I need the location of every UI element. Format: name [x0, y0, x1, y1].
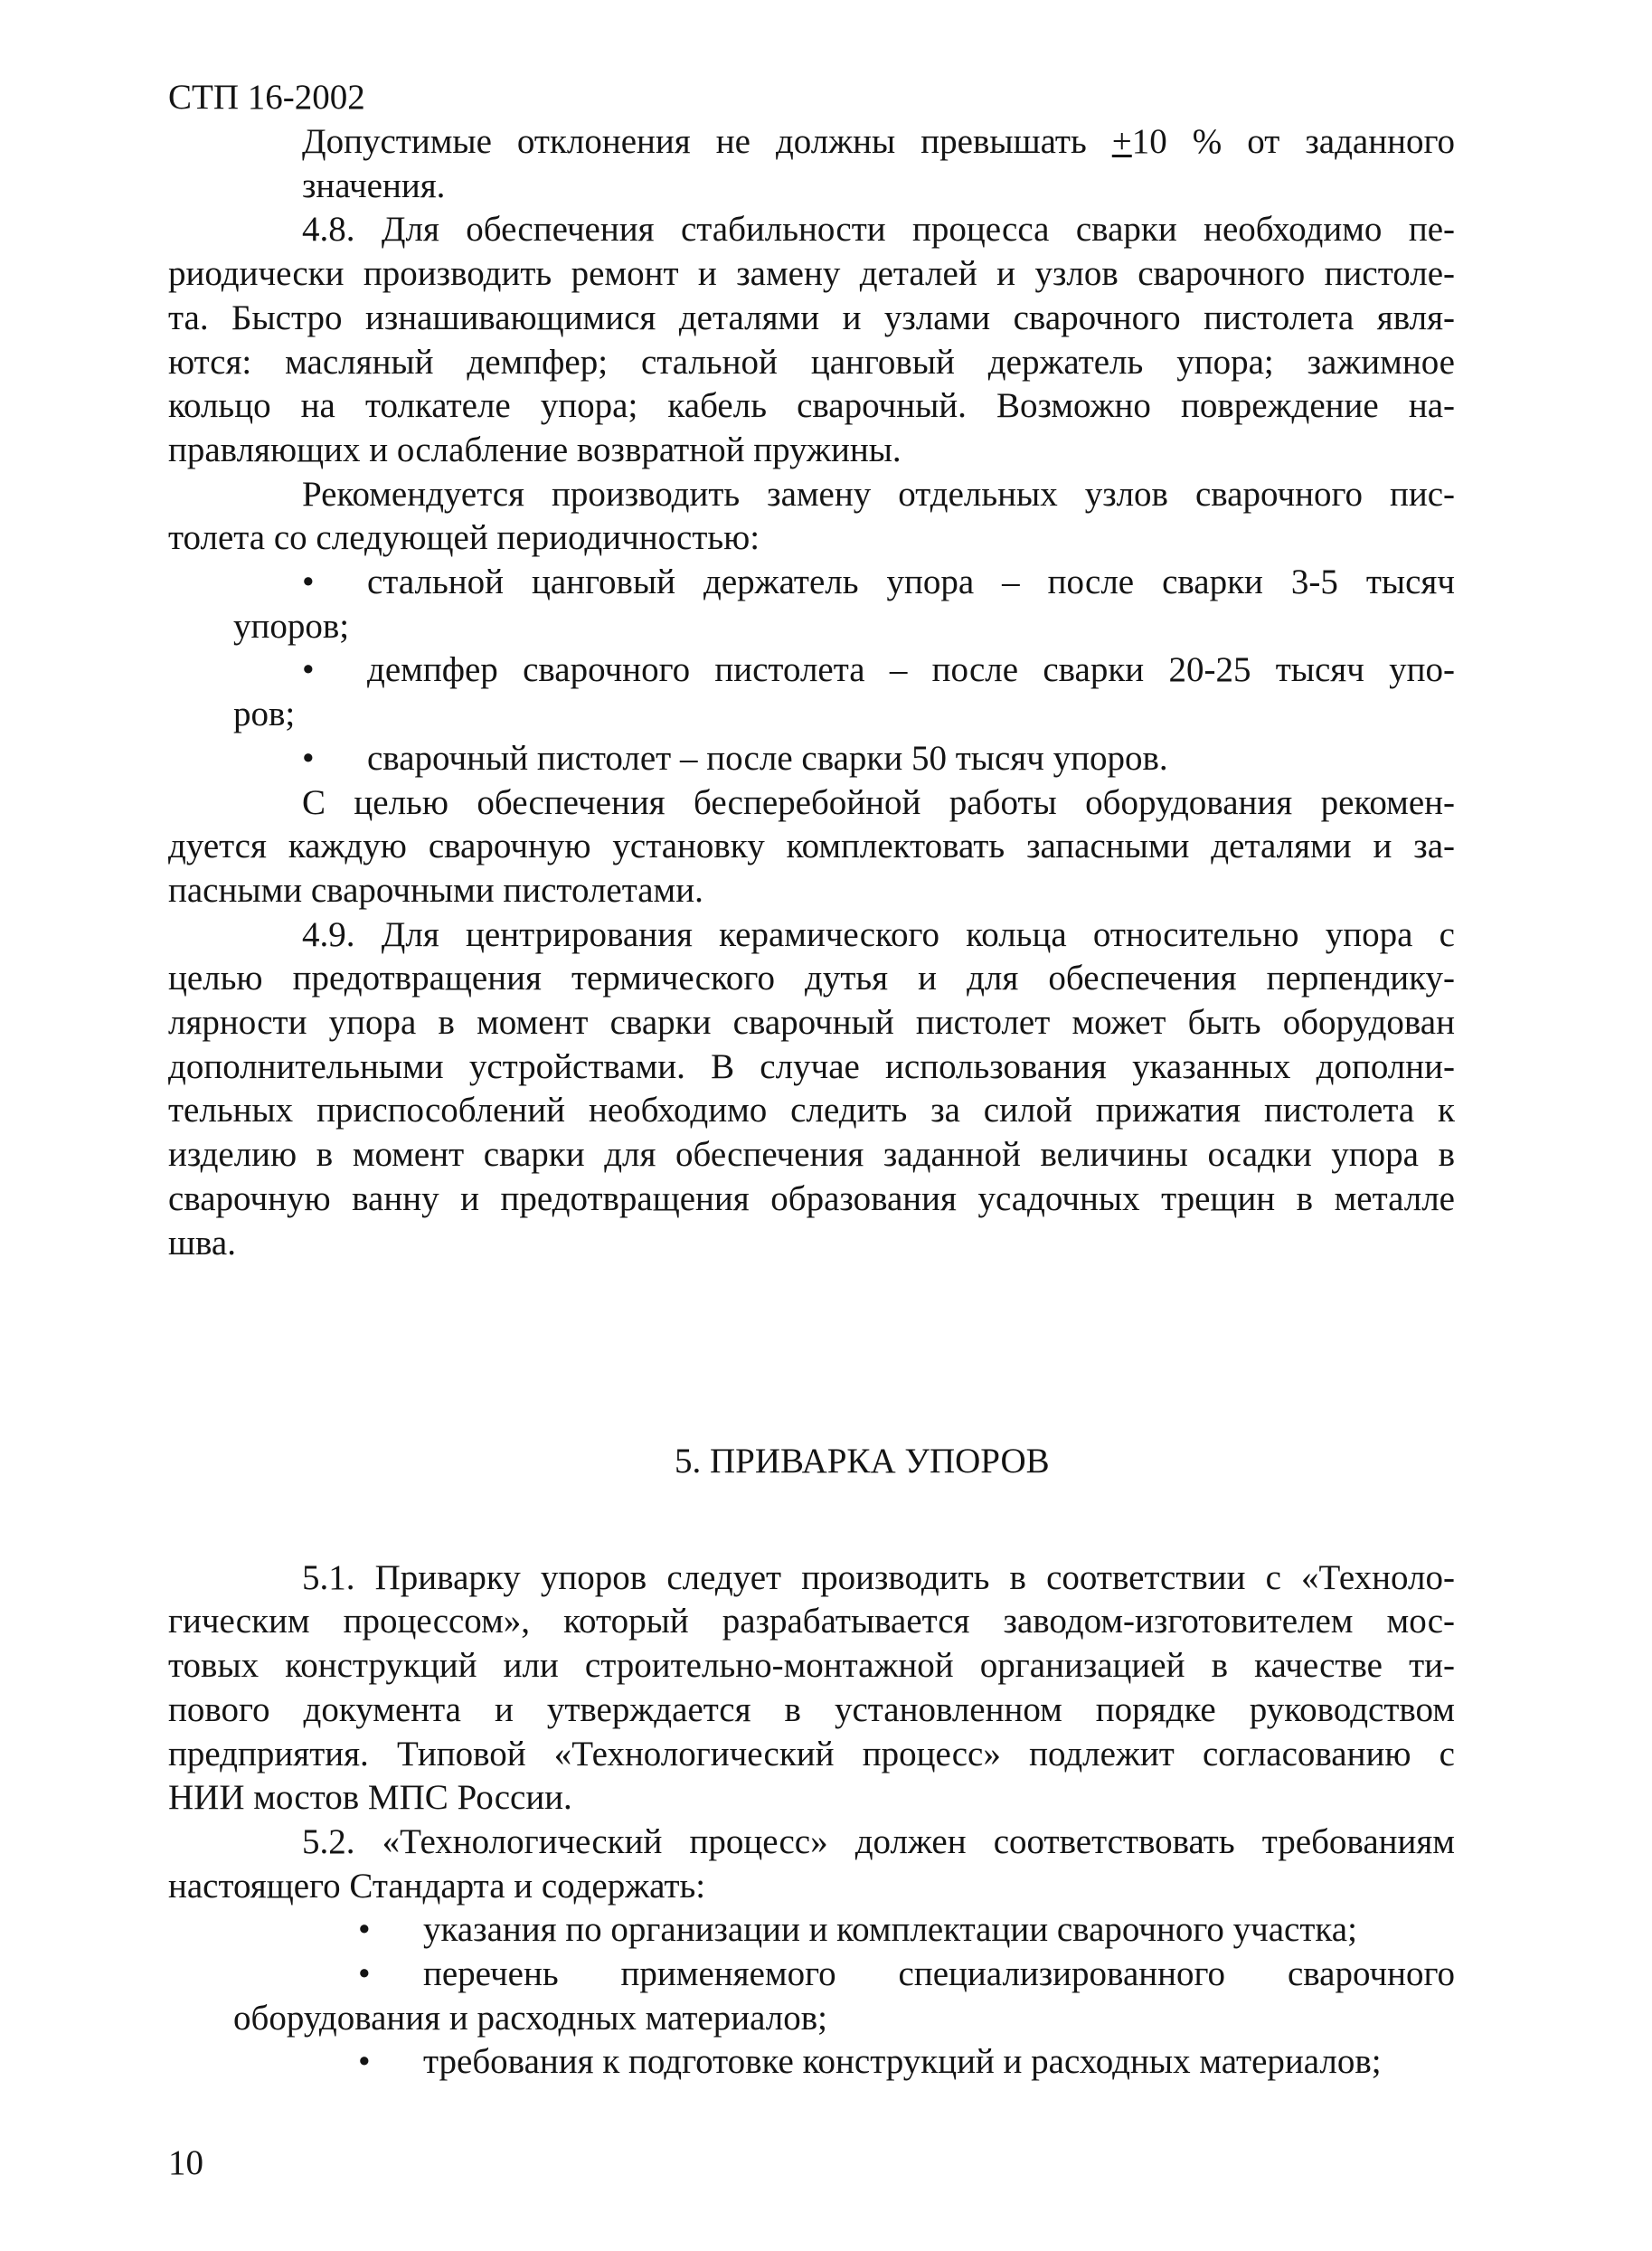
paragraph-line: дополнительными устройствами. В случае использования указанных дополни-: [168, 1046, 1455, 1086]
tolerance-text: Допустимые отклонения не должны превышать: [302, 122, 1112, 161]
list-item-continuation: упоров;: [233, 606, 350, 646]
paragraph-line: изделию в момент сварки для обеспечения заданной величины осадки упора в: [168, 1135, 1455, 1175]
list-item: [168, 2040, 1455, 2085]
paragraph-4-9: [168, 913, 1455, 1266]
paragraph-line: шва.: [168, 1223, 236, 1263]
paragraph-line: риодически производить ремонт и замену деталей и узлов сварочного пистоле-: [168, 254, 1455, 294]
paragraph-line: 4.8. Для обеспечения стабильности процесса сварки необходимо пе-: [302, 210, 1455, 250]
paragraph-line: правляющих и ослабление возвратной пружины.: [168, 430, 902, 469]
paragraph-line: 5.1. Приварку упоров следует производить в соответствии с «Техноло-: [302, 1557, 1455, 1597]
paragraph-line: толета со следующей периодичностью:: [168, 518, 760, 558]
replacement-list: [168, 561, 1455, 781]
paragraph-recommend: [168, 473, 1455, 561]
paragraph-5-1: [168, 1556, 1455, 1821]
list-item: [168, 1953, 1455, 1997]
section-heading: 5. ПРИВАРКА УПОРОВ: [675, 1442, 1050, 1480]
list-item-continuation: ров;: [233, 695, 296, 734]
tolerance-value: +10 % от заданного: [1111, 122, 1455, 161]
bullet-icon: •: [358, 1910, 371, 1950]
list-item: [168, 561, 1455, 605]
paragraph-line: 5.2. «Технологический процесс» должен соответствовать требованиям: [302, 1821, 1455, 1861]
paragraph-line: настоящего Стандарта и содержать:: [168, 1866, 706, 1906]
paragraph-line: НИИ мостов МПС России.: [168, 1778, 572, 1818]
paragraph-line: ются: масляный демпфер; стальной цанговый держатель упора; зажимное: [168, 342, 1455, 382]
list-item-continuation: оборудования и расходных материалов;: [233, 1998, 827, 2038]
paragraph-line: сварочную ванну и предотвращения образования усадочных трещин в металле: [168, 1178, 1455, 1218]
list-item-text: указания по организации и комплектации сварочного участка;: [423, 1910, 1357, 1950]
paragraph-line: Рекомендуется производить замену отдельных узлов сварочного пис-: [302, 474, 1455, 514]
process-contents-list: [168, 1908, 1455, 2085]
paragraph-line: целью предотвращения термического дутья и для обеспечения перпендику-: [168, 959, 1455, 998]
paragraph-line: лярности упора в момент сварки сварочный пистолет может быть оборудован: [168, 1003, 1455, 1043]
list-item-text: сварочный пистолет – после сварки 50 тысяч упоров.: [367, 738, 1168, 778]
bullet-icon: •: [302, 650, 315, 690]
paragraph-line: гическим процессом», который разрабатывается заводом-изготовителем мос-: [168, 1602, 1455, 1641]
section-4-continued: [168, 120, 1455, 1265]
list-item: [168, 1908, 1455, 1953]
list-item: [168, 648, 1455, 693]
paragraph-line: товых конструкций или строительно-монтажной организацией в качестве ти-: [168, 1646, 1455, 1686]
paragraph-line: тельных приспособлений необходимо следить за силой прижатия пистолета к: [168, 1091, 1455, 1130]
paragraph-line: предприятия. Типовой «Технологический процесс» подлежит согласованию с: [168, 1734, 1455, 1773]
paragraph-line: дуется каждую сварочную установку комплектовать запасными деталями и за-: [168, 827, 1455, 866]
bullet-icon: •: [302, 563, 315, 602]
list-item: [168, 737, 1455, 781]
list-item-text: требования к подготовке конструкций и расходных материалов;: [423, 2042, 1382, 2082]
page-number: 10: [168, 2143, 203, 2182]
paragraph-line: кольцо на толкателе упора; кабель сварочный. Возможно повреждение на-: [168, 386, 1455, 426]
paragraph-line: С целью обеспечения бесперебойной работы оборудования рекомен-: [302, 782, 1455, 822]
list-item-text: демпфер сварочного пистолета – после сварки 20-25 тысяч упо-: [367, 650, 1455, 690]
bullet-icon: •: [302, 738, 315, 778]
section-5: [168, 1440, 1455, 2085]
document-code: СТП 16-2002: [168, 78, 365, 117]
paragraph-line: пасными сварочными пистолетами.: [168, 870, 703, 910]
tolerance-line-2: значения.: [302, 166, 446, 205]
paragraph-4-8: [168, 208, 1455, 472]
list-item-text: стальной цанговый держатель упора – после сварки 3-5 тысяч: [367, 563, 1455, 602]
paragraph-line: 4.9. Для центрирования керамического кольца относительно упора с: [302, 914, 1455, 954]
paragraph-spare-parts: [168, 781, 1455, 913]
paragraph-line: та. Быстро изнашивающимися деталями и узлами сварочного пистолета явля-: [168, 298, 1455, 337]
paragraph-5-2: [168, 1821, 1455, 1908]
bullet-icon: •: [358, 1954, 371, 1994]
list-item-text: перечень применяемого специализированного сварочного: [423, 1954, 1455, 1994]
tolerance-line: [168, 120, 1455, 165]
paragraph-line: пового документа и утверждается в установленном порядке руководством: [168, 1689, 1455, 1729]
bullet-icon: •: [358, 2042, 371, 2082]
